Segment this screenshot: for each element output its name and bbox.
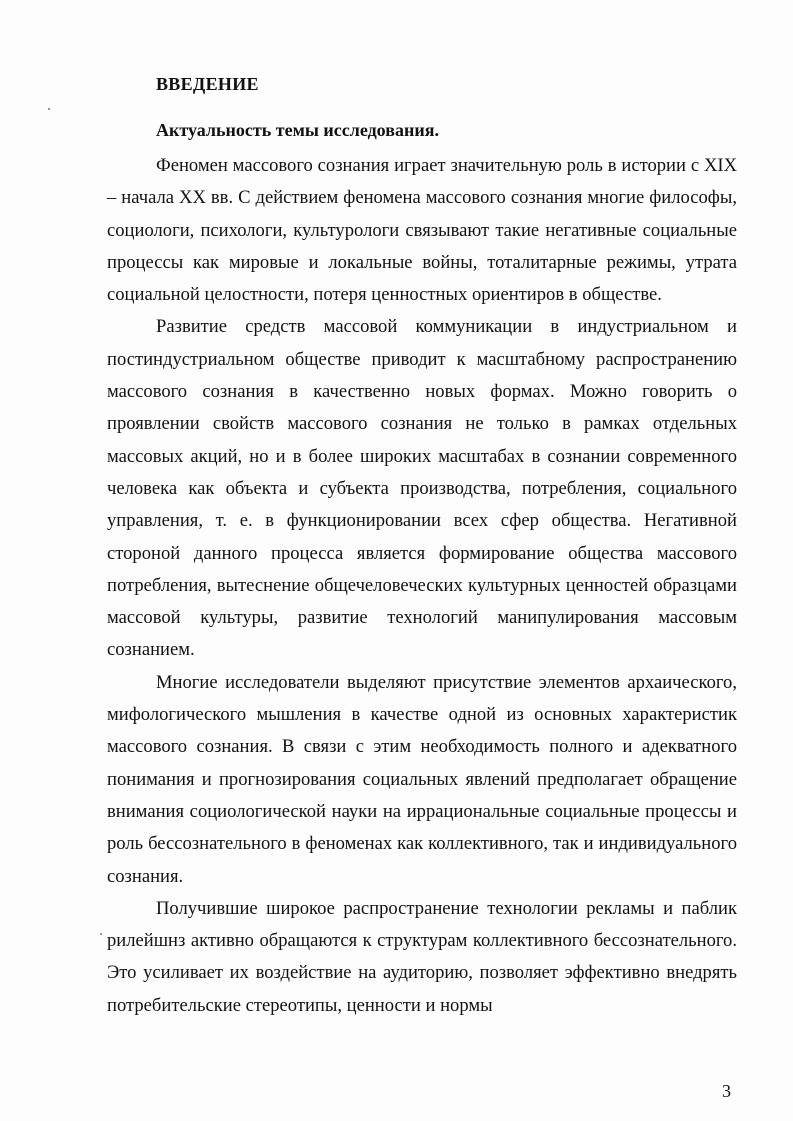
scan-speck [100, 933, 102, 935]
paragraph: Многие исследователи выделяют присутствие элементов архаического, мифологического мышления в качестве одной из основных характеристик массового сознания. В связи с этим необходимость полного и адекватного понимания и прогнозирования социальных явлений предполагает обращение внимания социологической науки на иррациональные социальные процессы и роль бессознательного в феноменах как коллективного, так и индивидуального сознания. [107, 671, 737, 887]
paragraph: Развитие средств массовой коммуникации в индустриальном и постиндустриальном обществе приводит к масштабному распространению массового сознания в качественно новых формах. Можно говорить о проявлении свойств массового сознания не только в рамках отдельных массовых акций, но и в более широких масштабах в сознании современного человека как объекта и субъекта производства, потребления, социального управления, т. е. в функционировании всех сфер общества. Негативной стороной данного процесса является формирование общества массового потребления, вытеснение общечеловеческих культурных ценностей образцами массовой культуры, развитие технологий манипулирования массовым сознанием. [107, 316, 737, 661]
scan-speck [48, 108, 50, 110]
section-heading: ВВЕДЕНИЕ [156, 74, 259, 94]
page-number: 3 [722, 1081, 731, 1101]
section-subheading: Актуальность темы исследования. [156, 120, 439, 140]
paragraph: Получившие широкое распространение технологии рекламы и паблик рилейшнз активно обращаются к структурам коллективного бессознательного. Это усиливает их воздействие на аудиторию, позволяет эффективно внедрять потребительские стереотипы, ценности и нормы [107, 897, 737, 1016]
paragraph: Феномен массового сознания играет значительную роль в истории с XIX – начала XX вв. С действием феномена массового сознания многие философы, социологи, психологи, культурологи связывают такие негативные социальные процессы как мировые и локальные войны, тоталитарные режимы, утрата социальной целостности, потеря ценностных ориентиров в обществе. [107, 155, 737, 306]
body-text [107, 150, 737, 1022]
